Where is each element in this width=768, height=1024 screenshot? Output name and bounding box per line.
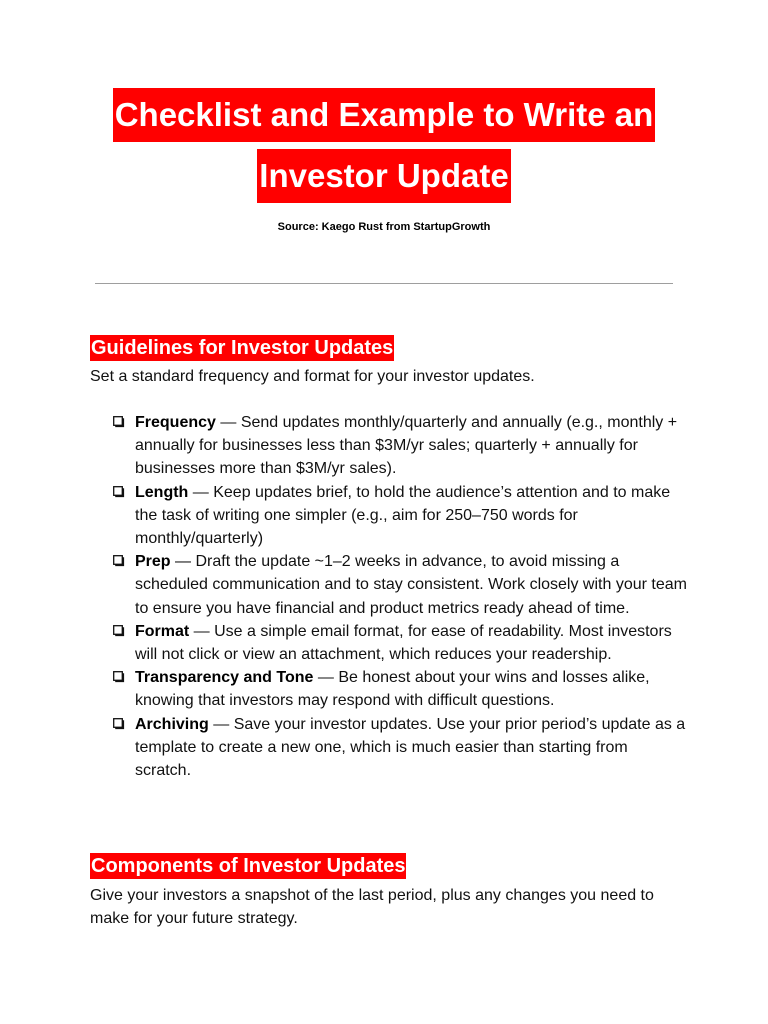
checkbox-icon <box>113 718 125 730</box>
checklist-item-format <box>112 620 687 666</box>
checklist-item-transparency <box>112 666 687 712</box>
title-line-2: Investor Update <box>257 149 510 203</box>
checklist-item-term: Frequency <box>135 414 216 431</box>
checklist-item-term: Format <box>135 622 190 640</box>
horizontal-divider <box>95 283 673 284</box>
checkbox-icon <box>113 555 125 567</box>
checklist-item-text: — Draft the update ~1–2 weeks in advance, to avoid missing a scheduled communication and to stay consistent. Work closely with your team to ensure you have financial and product metrics ready ahead of time. <box>135 553 687 617</box>
components-intro: Give your investors a snapshot of the last period, plus any changes you need to make for your future strategy. <box>90 887 654 927</box>
checkbox-icon <box>113 625 125 637</box>
checklist-item-term: Archiving <box>135 715 209 733</box>
checklist-item-length <box>112 481 687 551</box>
checklist-item-text: — Be honest about your wins and losses alike, knowing that investors may respond with difficult questions. <box>135 669 650 710</box>
guidelines-heading: Guidelines for Investor Updates <box>91 337 394 359</box>
checklist-item-text: — Use a simple email format, for ease of readability. Most investors will not click or view an attachment, which reduces your readership. <box>135 622 672 664</box>
checkbox-icon <box>113 416 125 428</box>
checkbox-icon <box>113 671 125 683</box>
checklist-item-archiving <box>112 713 687 783</box>
checkbox-icon <box>113 486 125 498</box>
guidelines-intro: Set a standard frequency and format for your investor updates. <box>90 368 535 385</box>
checklist-item-prep <box>112 550 687 620</box>
checklist-item-term: Transparency and Tone <box>135 669 314 687</box>
checklist-item-text: — Save your investor updates. Use your prior period’s update as a template to create a new one, which is much easier than starting from scratch. <box>135 715 686 780</box>
checklist-item-frequency <box>112 411 687 481</box>
guidelines-checklist <box>112 411 687 782</box>
source-credit: Source: Kaego Rust from StartupGrowth <box>277 221 491 233</box>
title-line-1: Checklist and Example to Write an <box>113 88 656 142</box>
document-title <box>60 88 708 210</box>
checklist-item-term: Prep <box>135 553 171 571</box>
checklist-item-term: Length <box>135 483 189 501</box>
checklist-item-text: — Send updates monthly/quarterly and annually (e.g., monthly + annually for businesses less than $3M/yr sales; quarterly + annually for businesses more than $3M/yr sales). <box>135 414 678 478</box>
checklist-item-text: — Keep updates brief, to hold the audience’s attention and to make the task of writing one simpler (e.g., aim for 250–750 words for monthly/quarterly) <box>135 483 671 548</box>
components-heading: Components of Investor Updates <box>91 855 406 877</box>
